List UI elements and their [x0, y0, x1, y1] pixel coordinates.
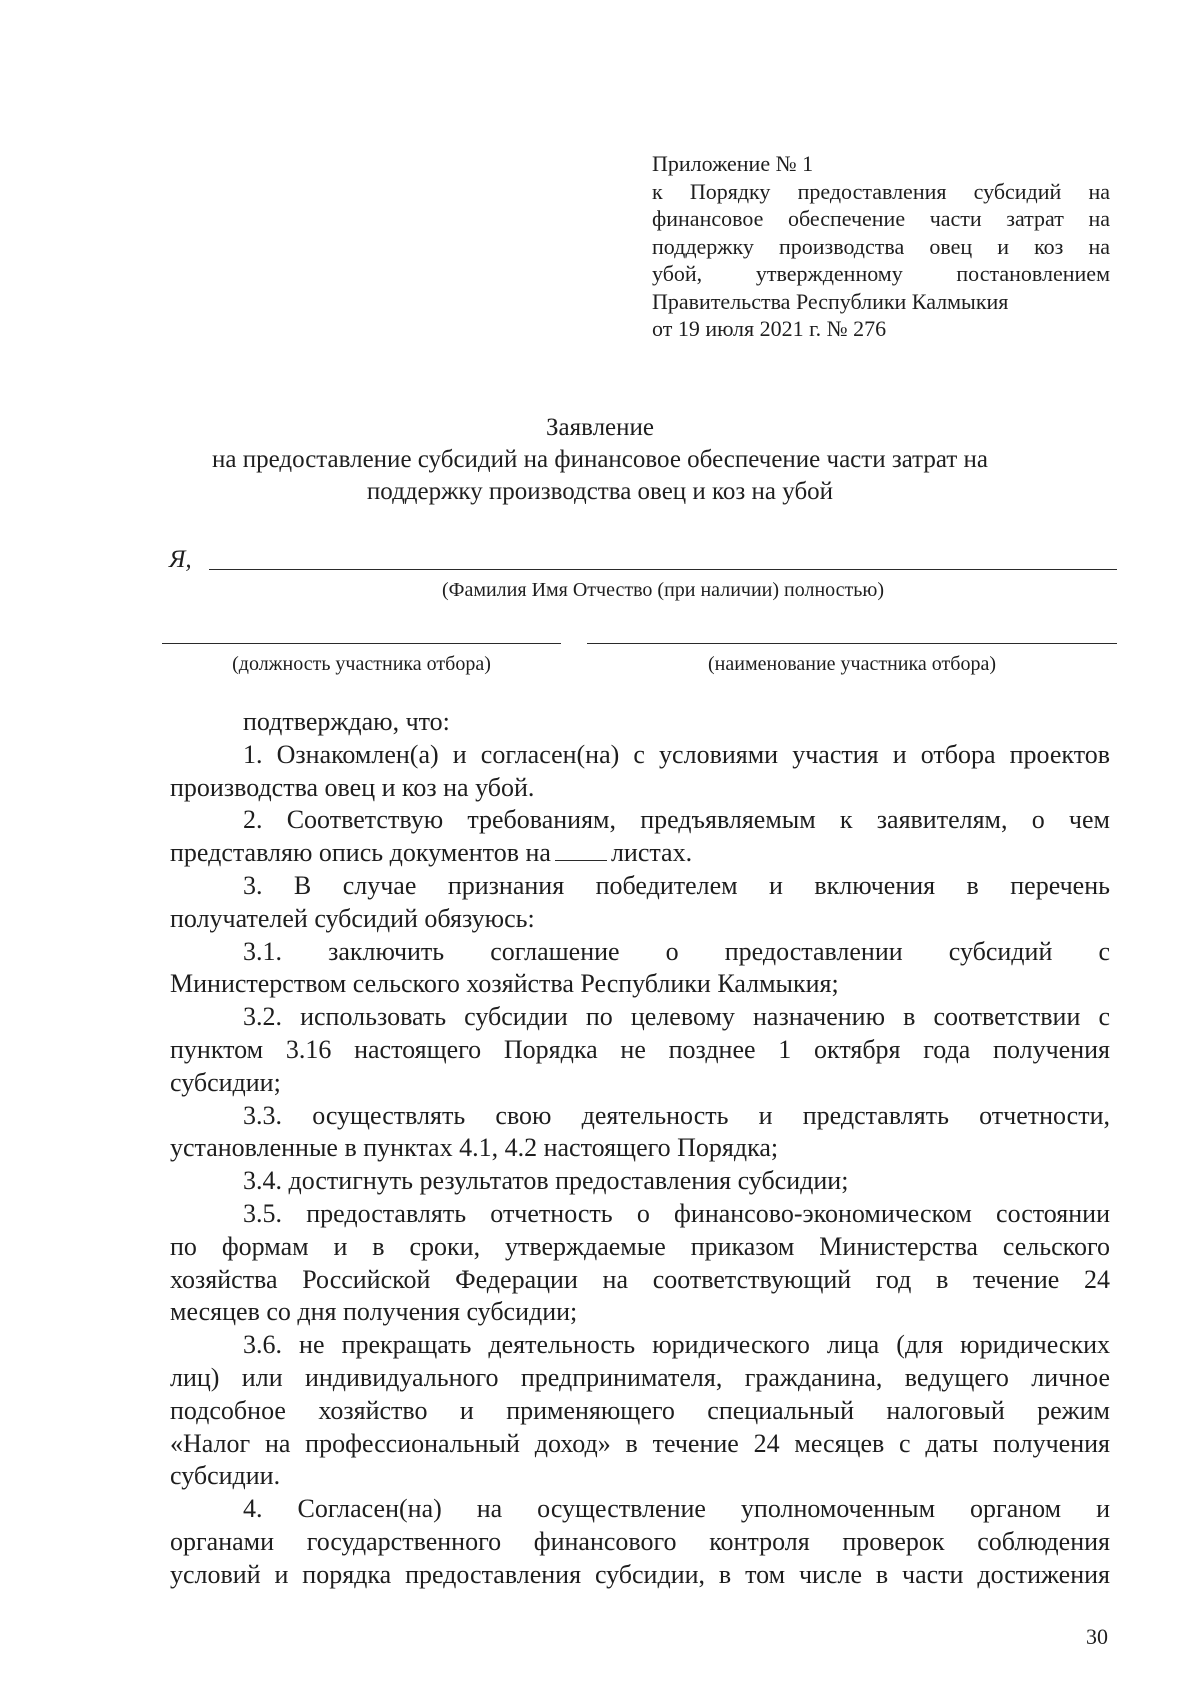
appendix-line: поддержку производства овец и коз на	[652, 233, 1110, 259]
fio-caption: (Фамилия Имя Отчество (при наличии) полностью)	[441, 579, 884, 601]
paragraph-2-text-end: листах.	[610, 838, 693, 868]
fio-line[interactable]	[209, 569, 1117, 570]
paragraph-3-1-cont: Министерством сельского хозяйства Республики Калмыкия;	[170, 969, 839, 999]
paragraph-4: 4. Согласен(на) на осуществление уполномоченным органом и	[243, 1494, 1110, 1524]
organization-line[interactable]	[587, 643, 1117, 644]
sheets-count-blank[interactable]	[555, 838, 607, 861]
paragraph-3-2-cont: субсидии;	[170, 1067, 281, 1097]
confirm-line: подтверждаю, что:	[243, 707, 450, 736]
appendix-line: Правительства Республики Калмыкия	[652, 288, 1009, 314]
appendix-line: убой, утвержденному постановлением	[652, 261, 1110, 286]
paragraph-3-5-cont: по формам и в сроки, утверждаемые приказом Министерства сельского	[170, 1231, 1110, 1261]
title-heading: Заявление	[545, 414, 655, 441]
paragraph-3-5: 3.5. предоставлять отчетность о финансово-экономическом состоянии	[243, 1198, 1110, 1228]
paragraph-3-6-cont: «Налог на профессиональный доход» в течение 24 месяцев с даты получения	[170, 1428, 1110, 1458]
position-line[interactable]	[162, 643, 561, 644]
paragraph-3-2-cont: пунктом 3.16 настоящего Порядка не позднее 1 октября года получения	[170, 1034, 1110, 1064]
paragraph-3-5-cont: хозяйства Российской Федерации на соответствующий год в течение 24	[170, 1264, 1110, 1294]
paragraph-2-text: представляю опись документов на	[170, 838, 551, 868]
paragraph-3-6-cont: субсидии.	[170, 1461, 281, 1491]
paragraph-3-3: 3.3. осуществлять свою деятельность и представлять отчетности,	[243, 1100, 1110, 1130]
organization-caption: (наименование участника отбора)	[708, 653, 996, 675]
document-title	[100, 412, 1100, 508]
paragraph-3-3-cont: установленные в пунктах 4.1, 4.2 настоящего Порядка;	[170, 1133, 779, 1163]
paragraph-3-6: 3.6. не прекращать деятельность юридического лица (для юридических	[243, 1330, 1110, 1360]
document-body	[170, 706, 1110, 1592]
page-number: 30	[1086, 1624, 1108, 1649]
appendix-line: финансовое обеспечение части затрат на	[652, 206, 1110, 231]
paragraph-3-5-cont: месяцев со дня получения субсидии;	[170, 1297, 578, 1327]
paragraph-4-cont: органами государственного финансового контроля проверок соблюдения	[170, 1526, 1110, 1556]
paragraph-3-2: 3.2. использовать субсидии по целевому назначению в соответствии с	[243, 1002, 1110, 1032]
paragraph-3-6-cont: лиц) или индивидуального предпринимателя, гражданина, ведущего личное	[170, 1362, 1110, 1392]
title-line: поддержку производства овец и коз на убой	[366, 478, 834, 505]
paragraph-1-cont: производства овец и коз на убой.	[170, 772, 535, 802]
paragraph-2: 2. Соответствую требованиям, предъявляемым к заявителям, о чем	[243, 805, 1110, 835]
appendix-header	[652, 150, 1110, 343]
paragraph-4-cont: условий и порядка предоставления субсидии, в том числе в части достижения	[170, 1559, 1110, 1589]
appendix-title: Приложение № 1	[652, 151, 814, 176]
title-line: на предоставление субсидий на финансовое обеспечение части затрат на	[212, 446, 988, 473]
appendix-date: от 19 июля 2021 г. № 276	[652, 316, 887, 341]
paragraph-3-cont: получателей субсидий обязуюсь:	[170, 903, 535, 933]
paragraph-3-1: 3.1. заключить соглашение о предоставлении субсидий с	[243, 936, 1110, 966]
paragraph-1: 1. Ознакомлен(а) и согласен(на) с условиями участия и отбора проектов	[243, 739, 1110, 769]
paragraph-3-6-cont: подсобное хозяйство и применяющего специальный налоговый режим	[170, 1395, 1110, 1425]
appendix-line: к Порядку предоставления субсидий на	[652, 178, 1110, 204]
applicant-prefix: Я,	[169, 546, 192, 573]
paragraph-3-4: 3.4. достигнуть результатов предоставления субсидии;	[243, 1166, 849, 1196]
paragraph-3: 3. В случае признания победителем и включения в перечень	[243, 870, 1110, 900]
position-caption: (должность участника отбора)	[232, 653, 491, 675]
paragraph-2-cont	[170, 837, 1110, 870]
